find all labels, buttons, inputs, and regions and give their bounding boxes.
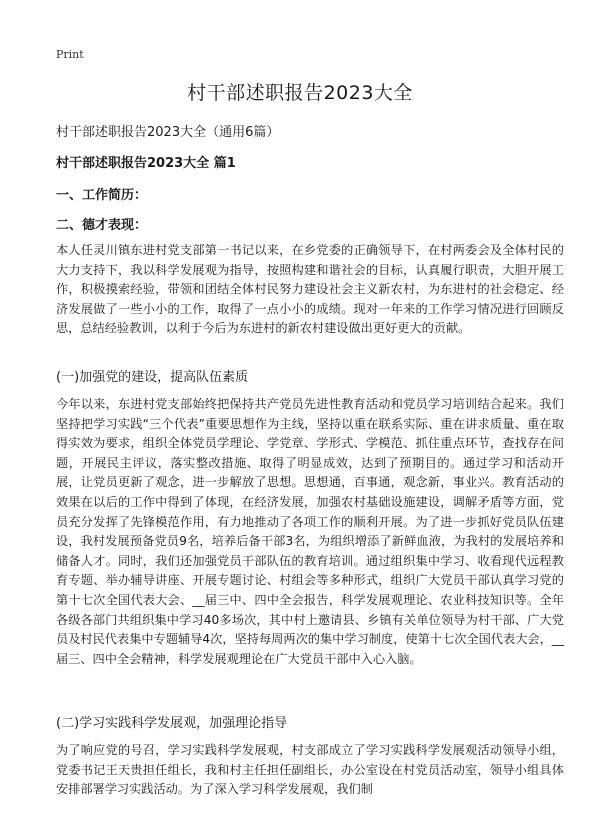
subsection-heading-scientific-development: (二)学习实践科学发展观，加强理论指导 [56,716,288,731]
paragraph-party-building: 今年以来，东进村党支部始终把保持共产党员先进性教育活动和党员学习培训结合起来。我们坚持把学习实践“三个代表”重要思想作为主线，坚持以重在联系实际、重在讲求质量、重在取得实效为要求，组织全体党员学理论、学党章、学形式、学模范、抓住重点环节，查找存在问题，开展民主评议，落实整改措施、取得了明显成效，达到了预期目的。通过学习和活动开展，让党员更新了观念，进一步解放了思想。思想通，百事通，观念新，事业兴。教育活动的效果在以后的工作中得到了体现，在经济发展，加强农村基础设施建设，调解矛盾等方面，党员充分发挥了先锋模范作用，有力地推动了各项工作的顺利开展。为了进一步抓好党员队伍建设，我村发展预备党员9名，培养后备干部3名，为组织增添了新鲜血液，为我村的发展培养和储备人才。同时，我们还加强党员干部队伍的教育培训。通过组织集中学习、收看现代远程教育专题、举办辅导讲座、开展专题讨论、村组会等多种形式，组织广大党员干部认真学习党的第十七次全国代表大会、__届三中、四中全会报告，科学发展观理论、农业科技知识等。全年各级各部门共组织集中学习40多场次，其中村上邀请县、乡镇有关单位领导为村干部、广大党员及村民代表集中专题辅导4次，坚持每周两次的集中学习制度，使第十七次全国代表大会，__届三、四中全会精神，科学发展观理论在广大党员干部中入心入脑。 [56,397,564,666]
paragraph-intro: 本人任灵川镇东进村党支部第一书记以来，在乡党委的正确领导下，在村两委会及全体村民的大力支持下，我以科学发展观为指导，按照构建和谐社会的目标，认真履行职责，大胆开展工作，积极摸索经验，带领和团结全体村民努力建设社会主义新农村，为东进村的社会稳定、经济发展做了一些小小的工作，取得了一点小小的成绩。现对一年来的工作学习情况进行回顾反思，总结经验教训，以利于今后为东进村的新农村建设做出更好更大的贡献。 [56,243,564,336]
article-heading: 村干部述职报告2023大全 篇1 [56,156,236,171]
section-heading-work-history: 一、工作简历： [56,188,148,203]
subsection-heading-party-building: (一)加强党的建设，提高队伍素质 [56,370,249,385]
paragraph-scientific-development: 为了响应党的号召，学习实践科学发展观，村支部成立了学习实践科学发展观活动领导小组，党委书记王天贵担任组长，我和村主任担任副组长，办公室设在村党员活动室，领导小组具体安排部署学习实践活动。为了深入学习科学发展观，我们制 [56,743,564,797]
print-link[interactable]: Print [56,48,84,61]
document-subtitle: 村干部述职报告2023大全（通用6篇） [56,125,280,140]
page-title: 村干部述职报告2023大全 [187,82,413,104]
section-heading-performance: 二、德才表现： [56,218,148,233]
